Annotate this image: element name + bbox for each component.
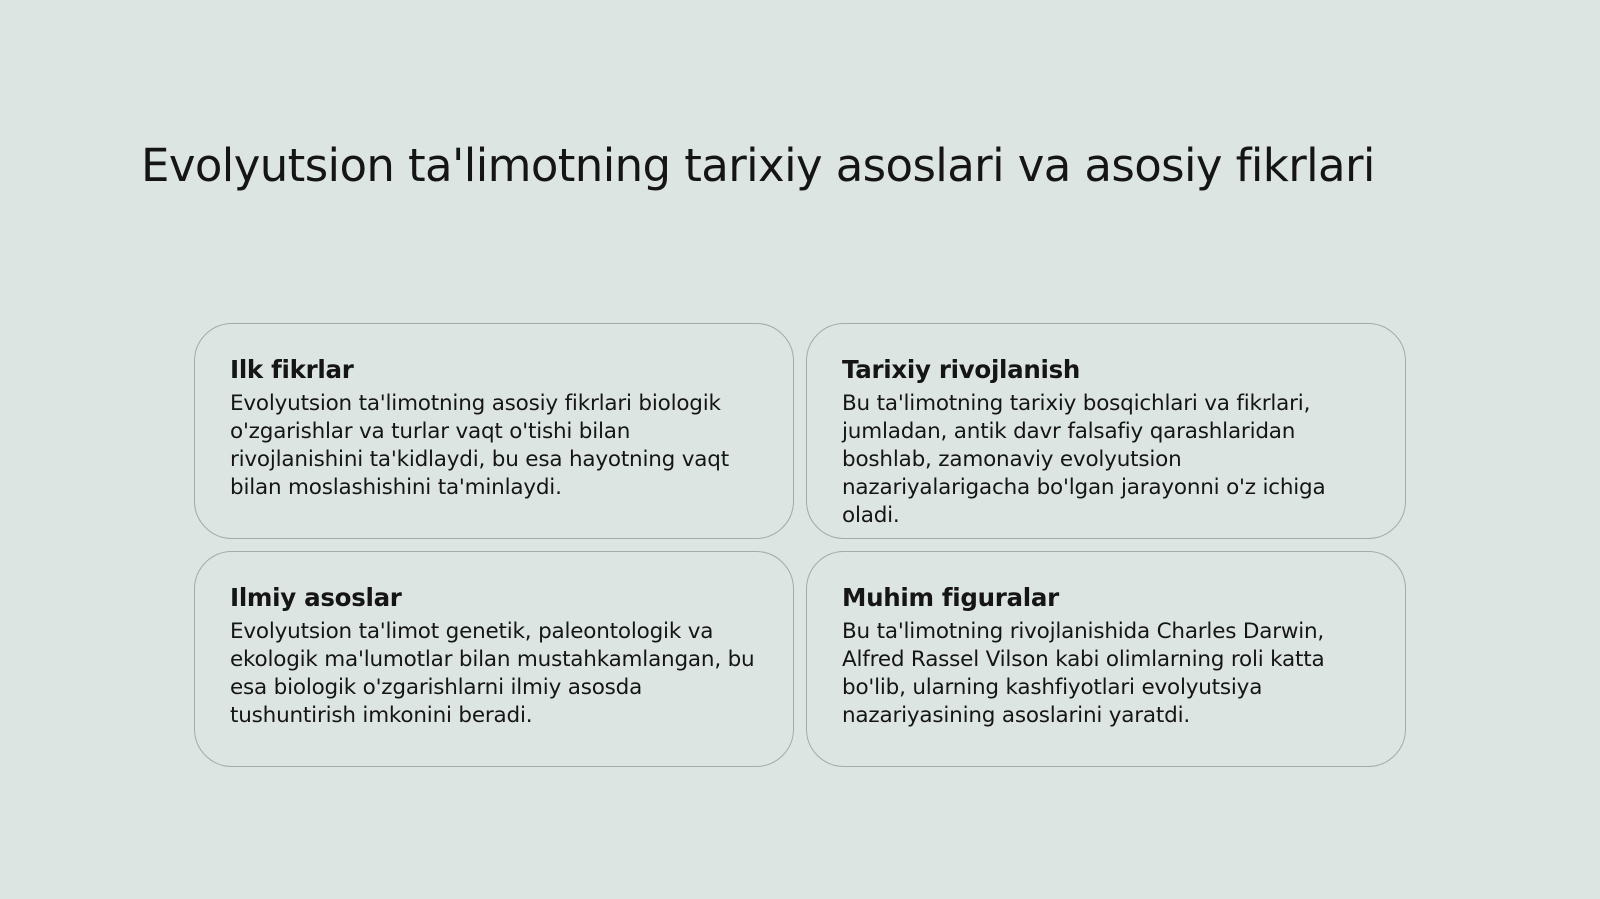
card-text: Evolyutsion ta'limot genetik, paleontologik va ekologik ma'lumotlar bilan mustahkamlangan, bu esa biologik o'zgarishlarni ilmiy asosda tushuntirish imkonini beradi. bbox=[230, 619, 755, 728]
slide-title: Evolyutsion ta'limotning tarixiy asoslari va asosiy fikrlari bbox=[141, 139, 1375, 192]
card-text: Bu ta'limotning tarixiy bosqichlari va fikrlari, jumladan, antik davr falsafiy qarashlaridan boshlab, zamonaviy evolyutsion nazariyalarigacha bo'lgan jarayonni o'z ichiga oladi. bbox=[842, 391, 1326, 528]
card-heading: Ilk fikrlar bbox=[230, 355, 354, 384]
card-tarixiy-rivojlanish bbox=[806, 323, 1406, 539]
card-heading: Muhim figuralar bbox=[842, 583, 1059, 612]
card-text: Evolyutsion ta'limotning asosiy fikrlari biologik o'zgarishlar va turlar vaqt o'tishi bilan rivojlanishini ta'kidlaydi, bu esa hayotning vaqt bilan moslashishini ta'minlaydi. bbox=[230, 391, 729, 500]
card-ilmiy-asoslar bbox=[194, 551, 794, 767]
card-ilk-fikrlar bbox=[194, 323, 794, 539]
card-heading: Ilmiy asoslar bbox=[230, 583, 402, 612]
card-text: Bu ta'limotning rivojlanishida Charles Darwin, Alfred Rassel Vilson kabi olimlarning roli katta bo'lib, ularning kashfiyotlari evolyutsiya nazariyasining asoslarini yaratdi. bbox=[842, 619, 1325, 728]
card-muhim-figuralar bbox=[806, 551, 1406, 767]
card-heading: Tarixiy rivojlanish bbox=[842, 355, 1081, 384]
